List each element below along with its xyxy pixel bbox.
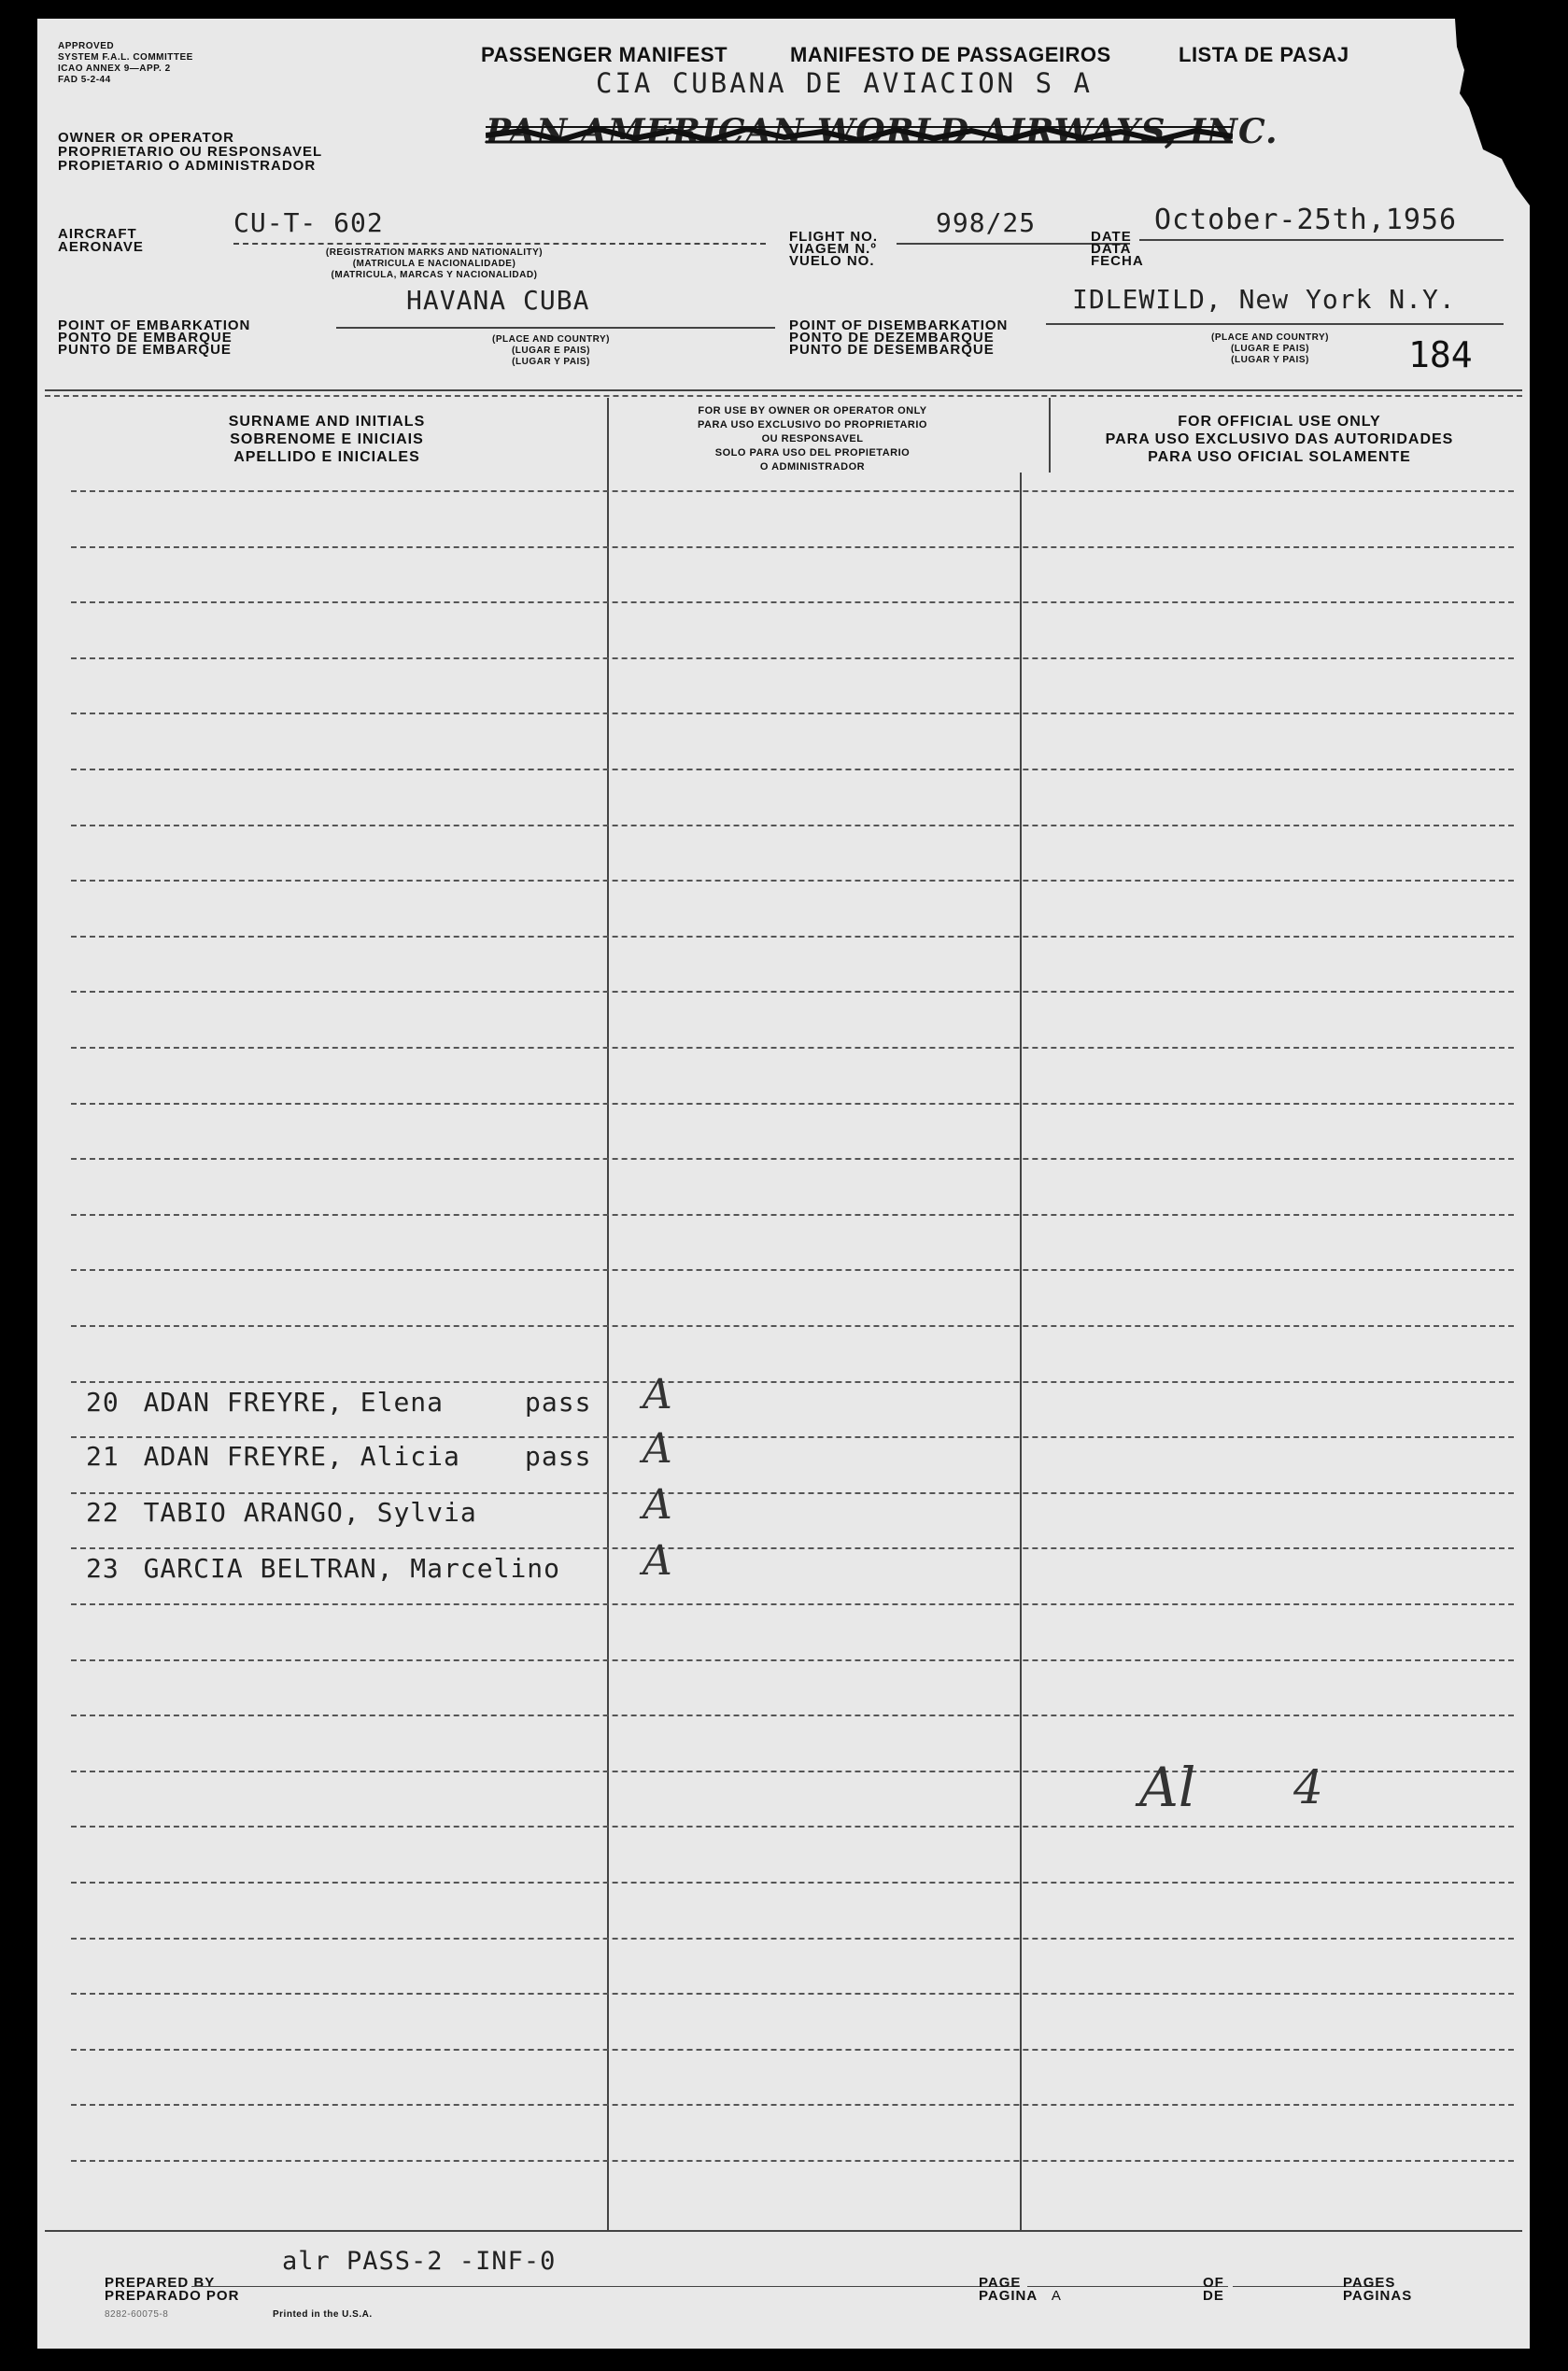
embarkation-label-line: POINT OF EMBARKATION — [58, 318, 251, 333]
passenger-number: 20 — [86, 1387, 120, 1418]
passenger-row — [86, 1553, 560, 1584]
prepared-by-value: alr PASS-2 -INF-0 — [282, 2247, 557, 2276]
pages-label-line: PAGINAS — [1343, 2288, 1413, 2304]
ruled-line — [71, 1993, 1514, 1995]
embarkation-sublabel-line: (PLACE AND COUNTRY) — [492, 334, 610, 345]
date-label — [1091, 231, 1144, 267]
ruled-line — [71, 1103, 1514, 1105]
struck-operator-name — [486, 112, 1278, 159]
aircraft-sublabel — [243, 247, 626, 281]
flight-label — [789, 231, 878, 267]
operator-label — [58, 131, 322, 173]
column-header-surname-line: SOBRENOME E INICIAIS — [230, 431, 424, 447]
page-label-line — [979, 2290, 1062, 2303]
struck-operator-text: PAN AMERICAN WORLD AIRWAYS, INC. — [486, 112, 1278, 151]
ruled-line — [71, 1882, 1514, 1884]
disembarkation-sublabel — [1167, 332, 1373, 366]
passenger-row — [86, 1387, 444, 1418]
operator-label-line: PROPRIETARIO OU RESPONSAVEL — [58, 144, 323, 160]
prepared-by-label — [105, 2277, 239, 2303]
column-divider-left — [607, 398, 609, 2230]
column-header-official — [1046, 413, 1513, 466]
embarkation-rule — [336, 327, 775, 329]
passenger-name: ADAN FREYRE, Elena — [143, 1387, 445, 1418]
passenger-note: pass — [525, 1387, 592, 1418]
column-header-surname — [75, 413, 579, 466]
manifest-sheet — [37, 19, 1530, 2349]
ruled-line — [71, 2049, 1514, 2051]
date-value: October-25th,1956 — [1154, 204, 1458, 236]
ruled-line — [71, 825, 1514, 826]
flight-label-line: FLIGHT NO. — [789, 229, 878, 245]
prepared-by-label-line: PREPARADO POR — [105, 2288, 240, 2304]
page-label-line: PAGE — [979, 2275, 1022, 2291]
ruled-line — [71, 1826, 1514, 1828]
passenger-row — [86, 1497, 477, 1528]
official-note-text: Al — [1139, 1756, 1196, 1819]
strikeout-scribble — [486, 112, 1278, 159]
passenger-name: ADAN FREYRE, Alicia — [143, 1441, 460, 1472]
approval-line: SYSTEM F.A.L. COMMITTEE — [58, 52, 193, 63]
approval-line: APPROVED — [58, 41, 115, 51]
date-label-line: DATA — [1091, 241, 1132, 257]
of-label-line: DE — [1203, 2288, 1224, 2304]
column-header-owner-line: PARA USO EXCLUSIVO DO PROPRIETARIO — [698, 419, 927, 430]
column-header-surname-line: APELLIDO E INICIALES — [233, 449, 420, 465]
passenger-mark: A — [643, 1371, 672, 1418]
operator-label-line: PROPIETARIO O ADMINISTRADOR — [58, 158, 317, 174]
ruled-line — [71, 490, 1514, 492]
passenger-name: GARCIA BELTRAN, Marcelino — [143, 1553, 561, 1584]
ruled-line — [71, 1715, 1514, 1716]
flight-value: 998/25 — [936, 207, 1037, 238]
ruled-line — [71, 657, 1514, 659]
table-top-rule-dashed — [45, 395, 1522, 397]
footer-rule — [45, 2230, 1522, 2232]
ruled-line — [71, 1603, 1514, 1605]
disembarkation-label-line: PONTO DE DEZEMBARQUE — [789, 330, 995, 346]
printed-notice: Printed in the U.S.A. — [273, 2309, 373, 2320]
ruled-line — [71, 880, 1514, 882]
ruled-line — [71, 1158, 1514, 1160]
approval-line: ICAO ANNEX 9—APP. 2 — [58, 64, 171, 74]
passenger-number: 22 — [86, 1497, 120, 1528]
aircraft-value: CU-T- 602 — [233, 207, 384, 238]
embarkation-label-line: PUNTO DE EMBARQUE — [58, 342, 232, 358]
disembarkation-sublabel-line: (LUGAR Y PAIS) — [1231, 355, 1309, 365]
prepared-by-rule — [191, 2286, 1018, 2287]
disembarkation-label — [789, 319, 1008, 356]
embarkation-sublabel-line: (LUGAR E PAIS) — [511, 346, 591, 356]
approval-line: FAD 5-2-44 — [58, 75, 111, 85]
page-stamp-number: 184 — [1408, 334, 1473, 375]
approval-block — [58, 41, 193, 86]
disembarkation-sublabel-line: (LUGAR E PAIS) — [1230, 344, 1310, 354]
ruled-line — [71, 601, 1514, 603]
ruled-line — [71, 546, 1514, 548]
column-header-owner-line: O ADMINISTRADOR — [759, 461, 866, 473]
disembarkation-value: IDLEWILD, New York N.Y. — [1072, 284, 1456, 315]
embarkation-label-line: PONTO DE EMBARQUE — [58, 330, 233, 346]
aircraft-sublabel-line: (REGISTRATION MARKS AND NATIONALITY) — [325, 247, 544, 258]
pages-label — [1343, 2277, 1412, 2303]
column-header-owner-line: OU RESPONSAVEL — [761, 433, 864, 445]
passenger-note: pass — [525, 1441, 592, 1472]
date-rule — [1139, 239, 1504, 241]
ruled-line — [71, 991, 1514, 993]
ruled-line — [71, 769, 1514, 770]
column-header-official-line: FOR OFFICIAL USE ONLY — [1178, 414, 1381, 430]
of-label — [1203, 2277, 1224, 2303]
aircraft-label — [58, 228, 144, 254]
title-portuguese: MANIFESTO DE PASSAGEIROS — [790, 43, 1111, 66]
page-rule — [1027, 2286, 1228, 2287]
page-label — [979, 2277, 1062, 2303]
column-header-owner-line: FOR USE BY OWNER OR OPERATOR ONLY — [698, 405, 927, 416]
ruled-line — [71, 1269, 1514, 1271]
embarkation-sublabel — [448, 334, 654, 368]
pages-label-line: PAGES — [1343, 2275, 1396, 2291]
ruled-line — [71, 713, 1514, 714]
aircraft-label-line: AIRCRAFT — [58, 226, 137, 242]
embarkation-sublabel-line: (LUGAR Y PAIS) — [512, 357, 590, 367]
aircraft-sublabel-line: (MATRICULA, MARCAS Y NACIONALIDAD) — [331, 270, 538, 280]
disembarkation-sublabel-line: (PLACE AND COUNTRY) — [1211, 332, 1329, 343]
torn-corner-graphic — [1418, 19, 1530, 205]
passenger-name: TABIO ARANGO, Sylvia — [143, 1497, 477, 1528]
ruled-line — [71, 1214, 1514, 1216]
disembarkation-rule — [1046, 323, 1504, 325]
ruled-line — [71, 1659, 1514, 1661]
flight-label-line: VUELO NO. — [789, 253, 875, 269]
ruled-line — [71, 1325, 1514, 1327]
of-label-line: OF — [1203, 2275, 1224, 2291]
flight-label-line: VIAGEM N.º — [789, 241, 877, 257]
passenger-mark: A — [643, 1537, 672, 1585]
aircraft-label-line: AERONAVE — [58, 239, 144, 255]
passenger-mark: A — [643, 1425, 672, 1473]
passenger-number: 21 — [86, 1441, 120, 1472]
column-header-surname-line: SURNAME AND INITIALS — [228, 414, 426, 430]
form-number: 8282-60075-8 — [105, 2309, 169, 2320]
date-label-line: DATE — [1091, 229, 1132, 245]
disembarkation-label-line: POINT OF DISEMBARKATION — [789, 318, 1009, 333]
column-header-official-line: PARA USO EXCLUSIVO DAS AUTORIDADES — [1105, 431, 1454, 447]
passenger-mark: A — [643, 1481, 672, 1529]
ruled-line — [71, 936, 1514, 938]
title-english: PASSENGER MANIFEST — [481, 43, 728, 66]
embarkation-label — [58, 319, 250, 356]
table-top-rule — [45, 389, 1522, 391]
column-divider-right — [1020, 473, 1022, 2230]
ruled-line — [71, 2160, 1514, 2162]
ruled-line — [71, 1547, 1514, 1549]
prepared-by-label-line: PREPARED BY — [105, 2275, 216, 2291]
ruled-line — [71, 2104, 1514, 2106]
disembarkation-label-line: PUNTO DE DESEMBARQUE — [789, 342, 995, 358]
column-header-owner-use — [598, 404, 1027, 474]
column-header-official-line: PARA USO OFICIAL SOLAMENTE — [1148, 449, 1411, 465]
column-divider-right-header — [1049, 398, 1051, 473]
ruled-line — [71, 1436, 1514, 1438]
column-header-owner-line: SOLO PARA USO DEL PROPIETARIO — [714, 447, 911, 459]
page-label-text: PAGINA — [979, 2288, 1038, 2304]
passenger-number: 23 — [86, 1553, 120, 1584]
date-label-line: FECHA — [1091, 253, 1144, 269]
aircraft-sublabel-line: (MATRICULA E NACIONALIDADE) — [352, 259, 516, 269]
ruled-line — [71, 1938, 1514, 1940]
ruled-line — [71, 1381, 1514, 1383]
operator-label-line: OWNER OR OPERATOR — [58, 130, 234, 146]
aircraft-rule — [233, 243, 766, 245]
ruled-line — [71, 1492, 1514, 1494]
page-value: A — [1051, 2288, 1062, 2304]
title-spanish: LISTA DE PASAJ — [1179, 43, 1349, 66]
ruled-line — [71, 1047, 1514, 1049]
embarkation-value: HAVANA CUBA — [406, 285, 590, 316]
official-note-count: 4 — [1293, 1760, 1323, 1814]
operator-typed-name: CIA CUBANA DE AVIACION S A — [596, 67, 1093, 99]
passenger-row — [86, 1441, 460, 1472]
